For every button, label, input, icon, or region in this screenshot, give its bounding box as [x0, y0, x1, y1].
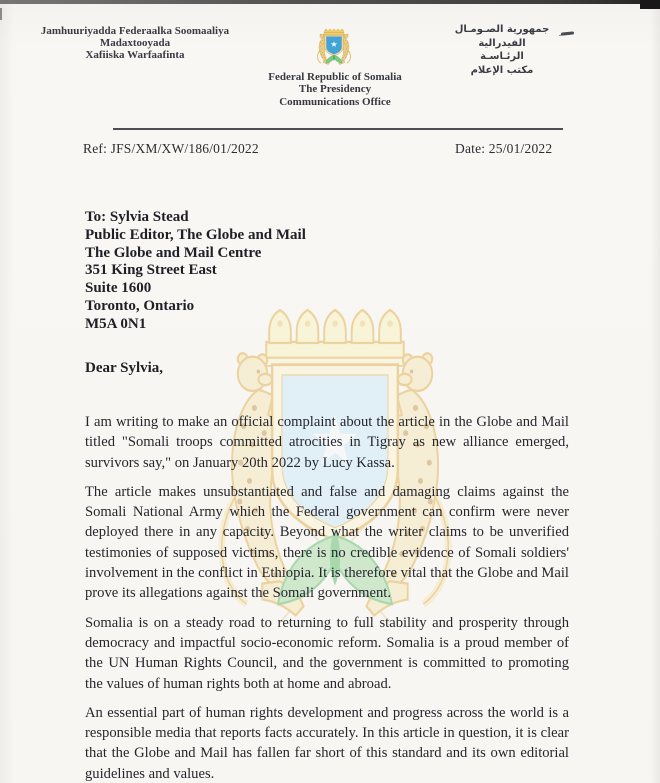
- paragraph: The article makes unsubstantiated and false and damaging claims against the Somali National Army which the Federal government can confirm were never deployed there in any capacity. Beyond what the writer claims to be unverified testimonies of supposed victims, there is no credible evidence of Somali soldiers' involvement in the conflict in Ethiopia. It is therefore vital that the Globe and Mail prove its allegations against the Somali government.: [85, 483, 569, 602]
- recipient-line: Toronto, Ontario: [85, 297, 195, 314]
- letterhead-line: Communications Office: [279, 95, 391, 108]
- letterhead-line: جمهورية الصـومـال الفيدرالية: [454, 24, 550, 49]
- letterhead-english-title: [235, 71, 435, 108]
- recipient-line: Suite 1600: [85, 280, 152, 297]
- letter-body: [85, 412, 569, 783]
- letterhead-line: Jamhuuriyadda Federaalka Soomaaliya: [40, 25, 230, 37]
- scan-artifact-corner: [640, 0, 660, 9]
- letterhead-somali-title: [30, 26, 240, 61]
- letterhead-arabic-title: [437, 23, 567, 77]
- paragraph: An essential part of human rights development and progress across the world is a responsible media that reports facts accurately. In this article in question, it is clear that the Globe and Mail has fallen far short of this standard and its own editorial guidelines and values.: [85, 704, 569, 782]
- letterhead-line: الرئـاسـة: [480, 51, 524, 63]
- header-divider: [113, 128, 563, 130]
- recipient-line: 351 King Street East: [85, 262, 217, 279]
- scan-artifact-top-strip: [0, 0, 660, 4]
- letterhead-line: Xafiiska Warfaafinta: [85, 48, 185, 61]
- salutation: Dear Sylvia,: [85, 360, 164, 376]
- recipient-line: The Globe and Mail Centre: [85, 244, 262, 261]
- recipient-line: Public Editor, The Globe and Mail: [85, 226, 306, 243]
- reference-number: Ref: JFS/XM/XW/186/01/2022: [83, 141, 259, 156]
- recipient-line: To: Sylvia Stead: [85, 209, 189, 225]
- letter-date: Date: 25/01/2022: [455, 141, 553, 156]
- recipient-line: M5A 0N1: [85, 315, 147, 332]
- scan-artifact-edge: [0, 8, 2, 20]
- recipient-address: [85, 209, 306, 334]
- letterhead-line: Federal Republic of Somalia: [268, 71, 402, 83]
- letterhead-line: The Presidency: [298, 83, 372, 96]
- letterhead-line: Madaxtooyada: [99, 36, 171, 49]
- somalia-coat-of-arms-icon: [310, 27, 358, 67]
- letterhead-line: مكتب الإعلام: [470, 64, 534, 76]
- paragraph: Somalia is on a steady road to returning to full stability and prosperity through democracy and impactful socio-economic reform. Somalia is a proud member of the UN Human Rights Council, and the government is committed to promoting the values of human rights both at home and abroad.: [85, 614, 569, 692]
- paragraph: I am writing to make an official complaint about the article in the Globe and Mail titled "Somali troops committed atrocities in Tigray as new alliance emerged, survivors say," on January 20th 2022 by Lucy Kassa.: [85, 414, 569, 471]
